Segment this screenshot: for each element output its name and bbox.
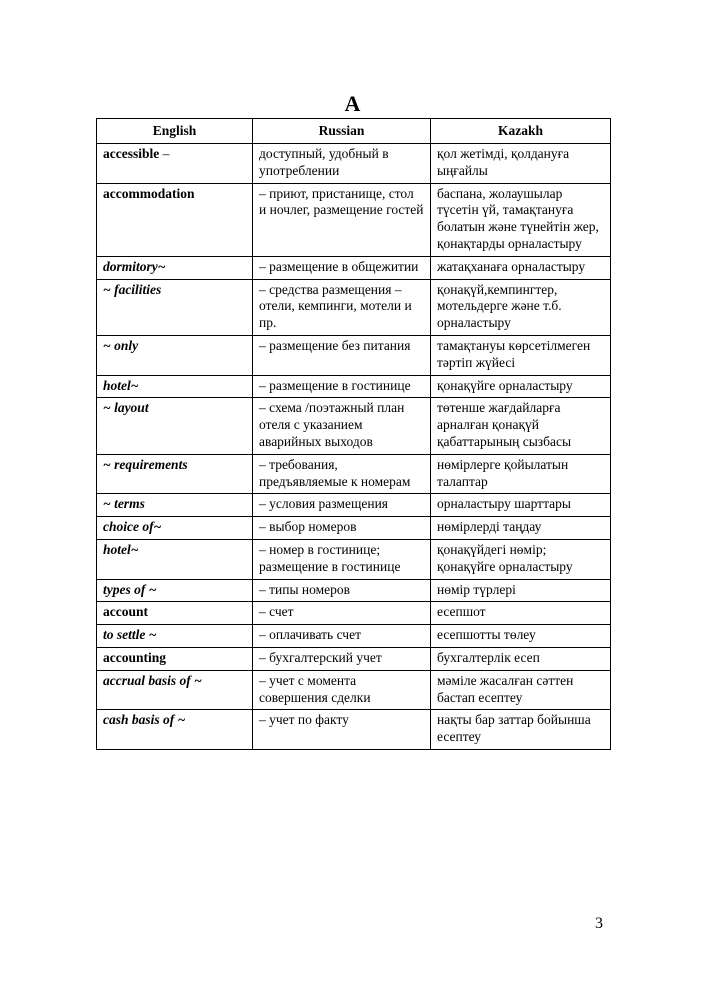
table-row [97,335,611,375]
table-row [97,647,611,670]
term-russian: – счет [253,602,431,625]
term-english: cash basis of ~ [97,710,253,750]
term-kazakh: қонақүй,кемпингтер, мотельдерге және т.б. орналастыру [431,279,611,335]
term-russian: – учет с момента совершения сделки [253,670,431,710]
table-row [97,602,611,625]
term-kazakh: баспана, жолаушылар түсетін үй, тамақтануға болатын және түнейтін жер, қонақтарды орналастыру [431,183,611,256]
term-kazakh: есепшотты төлеу [431,625,611,648]
term-russian: доступный, удобный в употреблении [253,144,431,184]
term-text: accessible [103,146,160,161]
header-russian: Russian [253,119,431,144]
term-english: accommodation [97,183,253,256]
term-english: account [97,602,253,625]
table-row [97,454,611,494]
term-kazakh: қонақүйдегі нөмір; қонақүйге орналастыру [431,539,611,579]
term-russian: – размещение в общежитии [253,256,431,279]
header-kazakh: Kazakh [431,119,611,144]
term-russian: – учет по факту [253,710,431,750]
term-kazakh: төтенше жағдайларға арналған қонақүй қабаттарының сызбасы [431,398,611,454]
table-row [97,375,611,398]
term-kazakh: жатақханаға орналастыру [431,256,611,279]
term-english: accrual basis of ~ [97,670,253,710]
term-english: ~ only [97,335,253,375]
term-english: hotel~ [97,539,253,579]
term-english: choice of~ [97,517,253,540]
table-row [97,539,611,579]
term-english: accounting [97,647,253,670]
table-row [97,579,611,602]
term-kazakh: нөмірлерді таңдау [431,517,611,540]
term-russian: – средства размещения – отели, кемпинги, мотели и пр. [253,279,431,335]
term-kazakh: нөмір түрлері [431,579,611,602]
table-row [97,256,611,279]
term-kazakh: орналастыру шарттары [431,494,611,517]
term-kazakh: нөмірлерге қойылатын талаптар [431,454,611,494]
term-english: ~ requirements [97,454,253,494]
table-row [97,517,611,540]
term-russian: – номер в гостинице; размещение в гостинице [253,539,431,579]
table-row [97,183,611,256]
term-russian: – выбор номеров [253,517,431,540]
table-row [97,279,611,335]
table-row [97,144,611,184]
term-russian: – размещение без питания [253,335,431,375]
term-kazakh: тамақтануы көрсетілмеген тәртіп жүйесі [431,335,611,375]
page-number: 3 [595,915,603,932]
term-english [97,144,253,184]
term-russian: – типы номеров [253,579,431,602]
term-russian: – приют, пристанище, стол и ночлег, размещение гостей [253,183,431,256]
term-english: ~ layout [97,398,253,454]
term-english: hotel~ [97,375,253,398]
term-russian: – оплачивать счет [253,625,431,648]
term-russian: – размещение в гостинице [253,375,431,398]
header-english: English [97,119,253,144]
term-kazakh: бухгалтерлік есеп [431,647,611,670]
term-english: to settle ~ [97,625,253,648]
table-header-row [97,119,611,144]
term-russian: – требования, предъявляемые к номерам [253,454,431,494]
term-kazakh: қонақүйге орналастыру [431,375,611,398]
glossary-table [96,118,611,750]
term-kazakh: мәміле жасалған сәттен бастап есептеу [431,670,611,710]
term-russian: – условия размещения [253,494,431,517]
term-kazakh: нақты бар заттар бойынша есептеу [431,710,611,750]
term-russian: – схема /поэтажный план отеля с указанием аварийных выходов [253,398,431,454]
table-row [97,710,611,750]
table-row [97,494,611,517]
term-suffix: – [159,146,170,161]
term-english: ~ facilities [97,279,253,335]
table-row [97,625,611,648]
term-kazakh: қол жетімді, қолдануға ыңғайлы [431,144,611,184]
table-row [97,670,611,710]
section-letter-heading: A [344,91,361,116]
term-kazakh: есепшот [431,602,611,625]
table-row [97,398,611,454]
term-russian: – бухгалтерский учет [253,647,431,670]
term-english: dormitory~ [97,256,253,279]
term-english: types of ~ [97,579,253,602]
term-english: ~ terms [97,494,253,517]
